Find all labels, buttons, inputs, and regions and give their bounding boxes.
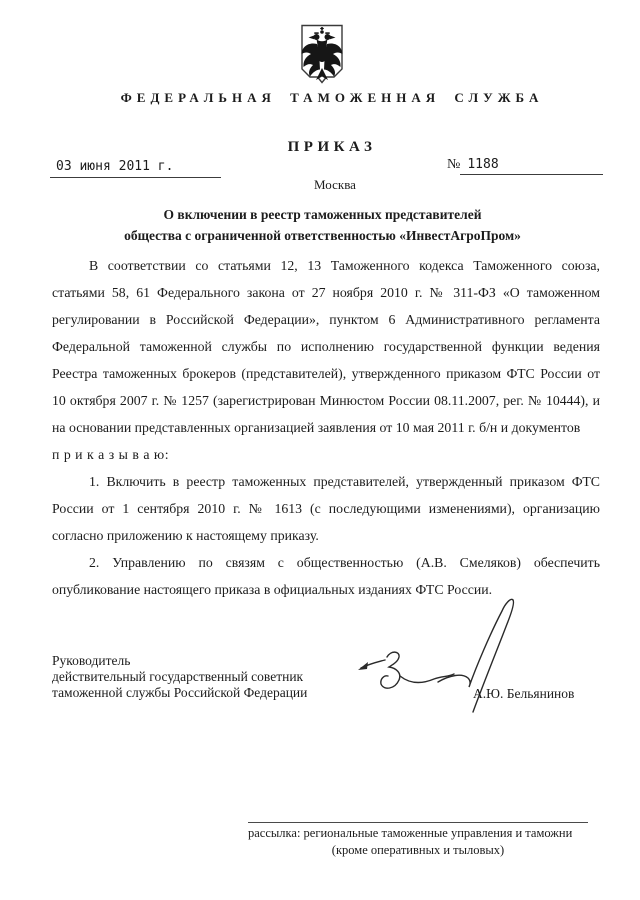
number-sign: № bbox=[447, 157, 461, 172]
signatory-name: А.Ю. Бельянинов bbox=[473, 686, 575, 701]
signatory-position bbox=[52, 653, 307, 701]
city-label: Москва bbox=[314, 177, 356, 192]
decree-word: п р и к а з ы в а ю: bbox=[52, 447, 170, 462]
document-title bbox=[40, 204, 605, 246]
position-line-1: Руководитель bbox=[52, 653, 131, 668]
preamble-paragraph: В соответствии со статьями 12, 13 Таможенного кодекса Таможенного союза, статьями 58, 61 Федерального закона от 27 ноября 2010 г. № 311-ФЗ «О таможенном регулировании в Российской Федерации», пунктом 6 Административного регламента Федеральной таможенной службы по исполнению государственной функции ведения Реестра таможенных брокеров (представителей), утвержденного приказом ФТС России от 10 октября 2007 г. № 1257 (зарегистрирован Минюстом России 08.11.2007, рег. № 10444), и на основании представленных организацией заявления от 10 мая 2011 г. б/н и документов bbox=[52, 258, 600, 435]
order-date: 03 июня 2011 г. bbox=[50, 159, 221, 178]
order-item-1: 1. Включить в реестр таможенных представителей, утвержденный приказом ФТС России от 1 сентября 2010 г. № 1613 (с последующими изменениями), организацию согласно приложению к настоящему приказу. bbox=[52, 474, 600, 543]
order-number-field bbox=[447, 157, 603, 175]
order-number: 1188 bbox=[460, 157, 603, 175]
title-line-1: О включении в реестр таможенных представителей bbox=[163, 207, 482, 222]
document-body bbox=[52, 252, 600, 603]
position-line-2: действительный государственный советник bbox=[52, 669, 304, 684]
agency-name: ФЕДЕРАЛЬНАЯ ТАМОЖЕННАЯ СЛУЖБА bbox=[120, 90, 544, 105]
order-item-2: 2. Управлению по связям с общественностью (А.В. Смеляков) обеспечить опубликование настоящего приказа в официальных изданиях ФТС России. bbox=[52, 555, 600, 597]
distribution-line-2: (кроме оперативных и тыловых) bbox=[331, 842, 505, 857]
document-type-heading: ПРИКАЗ bbox=[287, 139, 377, 155]
russian-coat-of-arms-icon bbox=[299, 24, 345, 86]
position-line-3: таможенной службы Российской Федерации bbox=[52, 685, 308, 700]
distribution-footer bbox=[248, 822, 588, 858]
distribution-line-1: рассылка: региональные таможенные управления и таможни bbox=[248, 826, 573, 840]
title-line-2: общества с ограниченной ответственностью «ИнвестАгроПром» bbox=[124, 228, 521, 243]
